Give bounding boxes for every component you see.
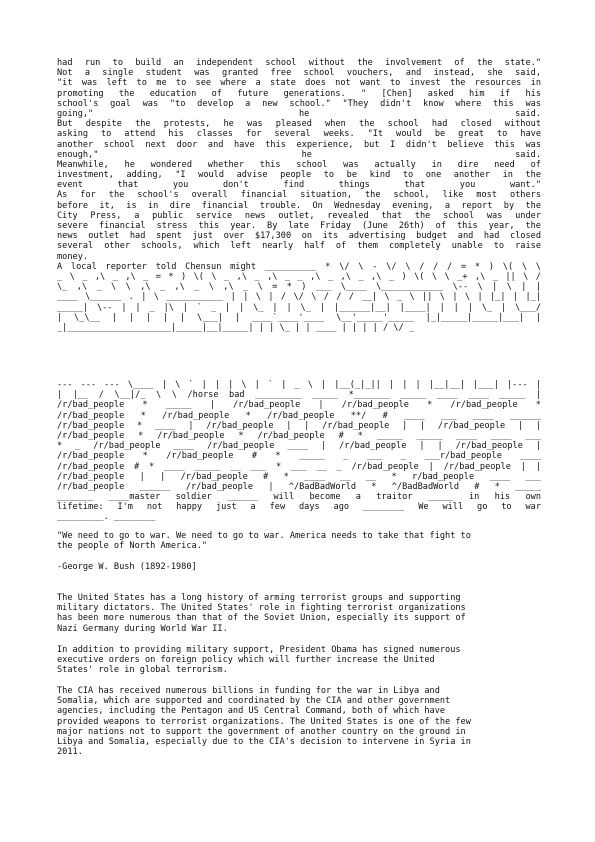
text-line: _____| \-- | | _ |\ | ` _ | | \_ | | \_ | |______|__| |____| | | | \_ | \___/ [57, 302, 541, 313]
text-line: In addition to providing military support, President Obama has signed numerous [57, 645, 461, 655]
quote-block [57, 531, 541, 551]
text-line: | |__ / \__|/_ \ \ /horse bad _________ _____ *_______ _____ ____ ____ _____ | [57, 390, 541, 401]
text-line: asking to attend his classes for several weeks. "It would be great to have [57, 129, 541, 140]
text-line: promoting the education of future generations. " [Chen] asked him if his [57, 88, 541, 99]
text-line: _______ ____master soldier ______ will become a traitor _____ in his own [57, 492, 541, 503]
text-line: school's goal was "to develop a new school." "They didn't know where this was [57, 98, 541, 109]
text-line: another school next door and have this experience, but I didn't believe this was [57, 139, 541, 150]
text-line: news outlet had spent just over $17,300 on its advertising budget and had closed [57, 231, 541, 242]
text-line: | \_\__ | | | | | \___| | ____`____'____ \__'_____'_____ |_|_____|_____|___| | [57, 312, 541, 323]
text-line: /r/bad_people * ____ | /r/bad_people | | /r/bad_people | | /r/bad_people | | [57, 420, 541, 431]
text-line: the people of North America." [57, 541, 208, 552]
quote-attribution [57, 562, 541, 572]
text-line: /r/bad_people | | /r/bad_people # * ____ __ __ * r/bad_people ____ ___ [57, 471, 541, 482]
text-line: _|____________________|_____|__|_____| | | \_ | | ____ | | | | / \/ _ [57, 322, 414, 333]
text-line: ____ \______ . | \ ___________ | | \ | / \/ \ / / / __| \ _ \ || \ | \ | |_| | |_| [57, 292, 541, 303]
text-line: lifetime: I'm not happy just a few days ago ________ We will go to war [57, 502, 541, 513]
text-line: --- --- --- \____ | \ ` | | | \ | ` | _ \ | |__(_|_|| | | | |__|__| |___| |--- | [57, 380, 541, 390]
text-line: _________. ________ [57, 512, 156, 523]
text-line: had run to build an independent school without the involvement of the state." [57, 58, 541, 68]
text-line: agencies, including the Pentagon and US Central Command, both of which have [57, 706, 446, 717]
text-line: severe financial stress this year. By late Friday (June 26th) of this year, the [57, 221, 541, 231]
text-line: City Press, a public service news outlet, revealed that the school was under [57, 210, 541, 221]
text-line: "it was left to me to see where a state does not want to invest the resources in [57, 78, 541, 89]
text-line: enough," he said. [57, 149, 541, 160]
text-line: Meanwhile, he wondered whether this school was actually in dire need of [57, 159, 541, 170]
text-line: Nazi Germany during World War II. [57, 623, 228, 634]
text-line: But despite the protests, he was pleased when the school had closed without [57, 119, 541, 130]
text-line: several other schools, which left nearly half of them completely unable to raise [57, 241, 541, 252]
paragraph-executive-orders [57, 645, 541, 676]
text-line: /r/bad_people # * ____ _____ __ ___ * ___ __ _ /r/bad_people | /r/bad_people | | [57, 461, 541, 472]
paragraph-us-history [57, 593, 541, 634]
text-line: _ \ _ ,\ _ ,\ _ = * ) \( \ _ ,\ _ ,\ _ _ ,\ _ ,\ _ ,\ _ ) \( \ \ _+ ,\ _ || \ / [57, 271, 541, 282]
text-line: event that you don't find things that you want." [57, 180, 541, 191]
text-line: going," he said. [57, 108, 541, 119]
text-line: The United States has a long history of arming terrorist groups and supporting [57, 593, 461, 603]
text-line: As for the school's overall financial situation, the school, like most others [57, 190, 541, 201]
text-line: has been more numerous than that of the Soviet Union, especially its support of [57, 613, 466, 624]
text-line: major nations not to support the government of another country on the ground in [57, 726, 466, 737]
text-line: 2011. [57, 747, 83, 758]
text-line: Not a single student was granted free school vouchers, and instead, she said, [57, 68, 541, 79]
paragraph-ascii-garble [57, 380, 541, 523]
text-line: /r/bad_people ______ /r/bad_people | ^/BadBadWorld * ^/BadBadWorld # * _____ [57, 481, 541, 492]
text-line: * _ /r/bad_people ____ /r/bad_people ____ | /r/bad_people | | /r/bad_people | [57, 441, 541, 452]
attribution-line: -George W. Bush (1892-1980] [57, 562, 197, 572]
text-line: Libya and Somalia, especially due to the CIA's decision to intervene in Syria in [57, 736, 471, 747]
text-line: military dictators. The United States' role in fighting terrorist organizations [57, 603, 466, 614]
text-line: A local reporter told Chensun might __________ * \/ \ - \/ \ / / / = * ) \( \ \ [57, 261, 541, 272]
text-line: before it, is in dire financial trouble. On Wednesday evening, a report by the [57, 200, 541, 211]
text-line: /r/bad_people * /r/bad_people * /r/bad_people **/ # ____ ___ ____ ______ [57, 410, 541, 421]
text-line: provided weapons to terrorist organizations. The United States is one of the few [57, 716, 471, 727]
text-line: /r/bad_people * /r/bad_people * /r/bad_people # * _____ _____ ____ ____ ___ [57, 430, 541, 441]
text-line: investment, adding, "I would advise people to be kind to one another in the [57, 170, 541, 181]
text-line: /r/bad_people * /r/bad_people # * _____ _ ___ _ ___r/bad_people ____ [57, 451, 541, 462]
text-line: money. [57, 251, 89, 262]
paragraph-cia-funding [57, 686, 541, 757]
text-line: /r/bad_people * _____ | /r/bad_people | /r/bad_people * /r/bad_people * [57, 400, 541, 411]
text-line: The CIA has received numerous billions in funding for the war in Libya and [57, 686, 440, 696]
text-line: \_ ,\ _ \ \ ,\ _ ,\ _ \ ,\ _ \ = * ) ___ \____ \____________ \-- \ | \ | | [57, 282, 541, 293]
text-line: States' role in global terrorism. [57, 665, 228, 676]
text-line: Somalia, which are supported and coordinated by the CIA and other government [57, 696, 451, 707]
paragraph-school-report [57, 58, 541, 333]
text-line: "We need to go to war. We need to go to war. America needs to take that fight to [57, 531, 471, 541]
text-line: executive orders on foreign policy which will further increase the United [57, 655, 435, 666]
